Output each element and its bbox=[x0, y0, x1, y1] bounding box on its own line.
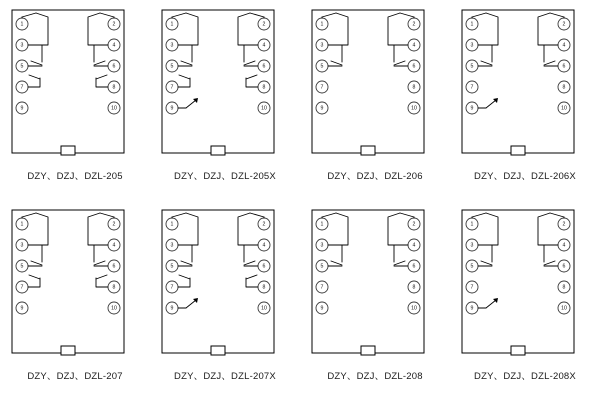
diagram-cell bbox=[150, 0, 300, 200]
terminal-right-10 bbox=[108, 302, 120, 314]
bottom-connector bbox=[211, 346, 225, 355]
terminal-right-10 bbox=[408, 102, 420, 114]
diagram-dzl-207 bbox=[0, 204, 150, 364]
svg-text:9: 9 bbox=[320, 105, 324, 112]
terminal-right-4 bbox=[558, 239, 570, 251]
diagram-cell bbox=[450, 0, 600, 200]
socket-outline bbox=[162, 10, 274, 153]
diagram-caption: DZY、DZJ、DZL-208 bbox=[327, 371, 423, 382]
terminal-right-4 bbox=[258, 239, 270, 251]
terminal-left-7 bbox=[166, 281, 178, 293]
svg-text:2: 2 bbox=[262, 21, 266, 28]
svg-text:5: 5 bbox=[20, 63, 24, 70]
bottom-connector bbox=[61, 146, 75, 155]
svg-text:2: 2 bbox=[562, 21, 566, 28]
terminal-left-7 bbox=[16, 281, 28, 293]
terminal-left-7 bbox=[16, 81, 28, 93]
svg-text:4: 4 bbox=[562, 42, 566, 49]
svg-text:5: 5 bbox=[470, 263, 474, 270]
svg-text:9: 9 bbox=[20, 305, 24, 312]
svg-text:8: 8 bbox=[562, 284, 566, 291]
diagram-caption: DZY、DZJ、DZL-206 bbox=[327, 171, 423, 182]
diagram-dzl-208x bbox=[450, 204, 600, 364]
terminal-left-9 bbox=[466, 302, 478, 314]
svg-text:1: 1 bbox=[170, 21, 174, 28]
terminal-right-6 bbox=[558, 260, 570, 272]
svg-text:9: 9 bbox=[170, 105, 174, 112]
bottom-connector bbox=[211, 146, 225, 155]
svg-text:4: 4 bbox=[262, 242, 266, 249]
terminal-left-3 bbox=[16, 239, 28, 251]
svg-text:3: 3 bbox=[320, 242, 324, 249]
svg-text:5: 5 bbox=[20, 263, 24, 270]
terminal-right-8 bbox=[108, 281, 120, 293]
svg-text:1: 1 bbox=[470, 21, 474, 28]
terminal-right-8 bbox=[258, 281, 270, 293]
terminal-right-8 bbox=[258, 81, 270, 93]
svg-text:2: 2 bbox=[562, 221, 566, 228]
svg-text:2: 2 bbox=[412, 221, 416, 228]
bottom-connector bbox=[361, 346, 375, 355]
relay-wiring-diagram bbox=[150, 204, 300, 364]
svg-text:6: 6 bbox=[412, 63, 416, 70]
terminal-right-2 bbox=[108, 218, 120, 230]
terminal-left-5 bbox=[166, 260, 178, 272]
terminal-right-2 bbox=[108, 18, 120, 30]
svg-text:10: 10 bbox=[111, 305, 117, 312]
terminal-right-4 bbox=[108, 39, 120, 51]
terminal-left-3 bbox=[466, 239, 478, 251]
svg-text:1: 1 bbox=[320, 221, 324, 228]
terminal-left-7 bbox=[466, 281, 478, 293]
diagram-cell bbox=[150, 200, 300, 400]
svg-text:2: 2 bbox=[112, 21, 116, 28]
terminal-right-4 bbox=[558, 39, 570, 51]
diagram-cell bbox=[0, 0, 150, 200]
svg-text:6: 6 bbox=[412, 263, 416, 270]
svg-text:7: 7 bbox=[470, 284, 474, 291]
terminal-right-6 bbox=[558, 60, 570, 72]
terminal-right-2 bbox=[258, 218, 270, 230]
svg-text:1: 1 bbox=[20, 21, 24, 28]
relay-wiring-diagram bbox=[450, 204, 600, 364]
svg-text:4: 4 bbox=[112, 42, 116, 49]
socket-outline bbox=[12, 210, 124, 353]
svg-text:3: 3 bbox=[470, 42, 474, 49]
terminal-right-2 bbox=[258, 18, 270, 30]
svg-text:8: 8 bbox=[412, 84, 416, 91]
diagram-dzl-207x bbox=[150, 204, 300, 364]
terminal-left-1 bbox=[466, 218, 478, 230]
terminal-right-6 bbox=[108, 260, 120, 272]
terminal-left-1 bbox=[166, 18, 178, 30]
terminal-right-8 bbox=[558, 81, 570, 93]
svg-text:1: 1 bbox=[470, 221, 474, 228]
terminal-right-6 bbox=[258, 260, 270, 272]
diagram-dzl-206 bbox=[300, 4, 450, 164]
terminal-left-9 bbox=[316, 102, 328, 114]
terminal-right-10 bbox=[258, 302, 270, 314]
terminal-left-9 bbox=[466, 102, 478, 114]
svg-text:5: 5 bbox=[170, 63, 174, 70]
diagram-dzl-205x bbox=[150, 4, 300, 164]
svg-text:8: 8 bbox=[412, 284, 416, 291]
terminal-left-7 bbox=[166, 81, 178, 93]
diagram-caption: DZY、DZJ、DZL-206X bbox=[474, 171, 576, 182]
terminal-right-10 bbox=[558, 102, 570, 114]
svg-text:1: 1 bbox=[320, 21, 324, 28]
svg-text:2: 2 bbox=[112, 221, 116, 228]
terminal-left-1 bbox=[316, 18, 328, 30]
socket-outline bbox=[462, 210, 574, 353]
svg-text:7: 7 bbox=[170, 84, 174, 91]
bottom-connector bbox=[511, 146, 525, 155]
terminal-left-9 bbox=[16, 302, 28, 314]
terminal-left-9 bbox=[16, 102, 28, 114]
socket-outline bbox=[12, 10, 124, 153]
terminal-left-9 bbox=[166, 102, 178, 114]
terminal-left-3 bbox=[166, 239, 178, 251]
terminal-left-1 bbox=[466, 18, 478, 30]
svg-text:7: 7 bbox=[20, 84, 24, 91]
svg-text:10: 10 bbox=[261, 105, 267, 112]
terminal-right-4 bbox=[108, 239, 120, 251]
bottom-connector bbox=[511, 346, 525, 355]
terminal-left-1 bbox=[16, 18, 28, 30]
svg-text:2: 2 bbox=[412, 21, 416, 28]
svg-text:9: 9 bbox=[20, 105, 24, 112]
diagram-cell bbox=[300, 200, 450, 400]
bottom-connector bbox=[361, 146, 375, 155]
svg-text:4: 4 bbox=[112, 242, 116, 249]
relay-wiring-diagram bbox=[0, 204, 150, 364]
diagram-cell bbox=[0, 200, 150, 400]
diagram-caption: DZY、DZJ、DZL-207 bbox=[27, 371, 123, 382]
svg-text:3: 3 bbox=[170, 42, 174, 49]
svg-text:8: 8 bbox=[262, 84, 266, 91]
svg-text:10: 10 bbox=[411, 105, 417, 112]
terminal-left-9 bbox=[316, 302, 328, 314]
svg-text:5: 5 bbox=[170, 263, 174, 270]
terminal-right-10 bbox=[558, 302, 570, 314]
svg-text:7: 7 bbox=[320, 84, 324, 91]
svg-text:6: 6 bbox=[562, 63, 566, 70]
terminal-left-5 bbox=[166, 60, 178, 72]
svg-text:7: 7 bbox=[470, 84, 474, 91]
terminal-left-1 bbox=[16, 218, 28, 230]
relay-wiring-diagram bbox=[300, 4, 450, 164]
terminal-right-4 bbox=[408, 239, 420, 251]
svg-text:7: 7 bbox=[170, 284, 174, 291]
diagram-dzl-205 bbox=[0, 4, 150, 164]
diagram-caption: DZY、DZJ、DZL-207X bbox=[174, 371, 276, 382]
svg-text:9: 9 bbox=[170, 305, 174, 312]
terminal-right-2 bbox=[408, 18, 420, 30]
relay-wiring-diagram bbox=[450, 4, 600, 164]
svg-text:3: 3 bbox=[170, 242, 174, 249]
svg-text:5: 5 bbox=[470, 63, 474, 70]
bottom-connector bbox=[61, 346, 75, 355]
svg-text:10: 10 bbox=[261, 305, 267, 312]
svg-text:4: 4 bbox=[262, 42, 266, 49]
terminal-left-1 bbox=[316, 218, 328, 230]
terminal-right-10 bbox=[408, 302, 420, 314]
svg-text:6: 6 bbox=[562, 263, 566, 270]
terminal-left-9 bbox=[166, 302, 178, 314]
svg-text:3: 3 bbox=[20, 42, 24, 49]
svg-text:6: 6 bbox=[262, 263, 266, 270]
terminal-right-8 bbox=[408, 81, 420, 93]
terminal-right-6 bbox=[108, 60, 120, 72]
svg-text:8: 8 bbox=[112, 84, 116, 91]
socket-outline bbox=[162, 210, 274, 353]
terminal-left-5 bbox=[466, 260, 478, 272]
svg-text:8: 8 bbox=[262, 284, 266, 291]
terminal-right-6 bbox=[408, 60, 420, 72]
svg-text:7: 7 bbox=[320, 284, 324, 291]
terminal-left-7 bbox=[316, 281, 328, 293]
terminal-right-8 bbox=[408, 281, 420, 293]
diagram-dzl-208 bbox=[300, 204, 450, 364]
terminal-left-7 bbox=[466, 81, 478, 93]
relay-wiring-diagram bbox=[0, 4, 150, 164]
terminal-left-3 bbox=[316, 39, 328, 51]
svg-text:10: 10 bbox=[411, 305, 417, 312]
relay-wiring-diagram bbox=[150, 4, 300, 164]
svg-text:3: 3 bbox=[470, 242, 474, 249]
svg-text:1: 1 bbox=[20, 221, 24, 228]
svg-text:5: 5 bbox=[320, 263, 324, 270]
svg-text:1: 1 bbox=[170, 221, 174, 228]
terminal-left-3 bbox=[16, 39, 28, 51]
svg-text:10: 10 bbox=[561, 305, 567, 312]
terminal-right-8 bbox=[108, 81, 120, 93]
diagram-dzl-206x bbox=[450, 4, 600, 164]
socket-outline bbox=[312, 210, 424, 353]
diagram-caption: DZY、DZJ、DZL-208X bbox=[474, 371, 576, 382]
terminal-left-5 bbox=[316, 60, 328, 72]
svg-text:9: 9 bbox=[470, 305, 474, 312]
svg-text:3: 3 bbox=[20, 242, 24, 249]
svg-text:3: 3 bbox=[320, 42, 324, 49]
svg-text:9: 9 bbox=[320, 305, 324, 312]
socket-outline bbox=[312, 10, 424, 153]
svg-text:2: 2 bbox=[262, 221, 266, 228]
terminal-left-3 bbox=[166, 39, 178, 51]
svg-text:4: 4 bbox=[562, 242, 566, 249]
socket-outline bbox=[462, 10, 574, 153]
diagram-caption: DZY、DZJ、DZL-205X bbox=[174, 171, 276, 182]
svg-text:10: 10 bbox=[561, 105, 567, 112]
terminal-left-5 bbox=[466, 60, 478, 72]
svg-text:7: 7 bbox=[20, 284, 24, 291]
svg-text:6: 6 bbox=[112, 63, 116, 70]
relay-wiring-diagram bbox=[300, 204, 450, 364]
svg-text:5: 5 bbox=[320, 63, 324, 70]
svg-text:6: 6 bbox=[262, 63, 266, 70]
terminal-left-3 bbox=[466, 39, 478, 51]
terminal-left-1 bbox=[166, 218, 178, 230]
svg-text:10: 10 bbox=[111, 105, 117, 112]
terminal-right-2 bbox=[558, 18, 570, 30]
terminal-left-5 bbox=[16, 260, 28, 272]
terminal-right-10 bbox=[108, 102, 120, 114]
diagram-caption: DZY、DZJ、DZL-205 bbox=[27, 171, 123, 182]
svg-text:6: 6 bbox=[112, 263, 116, 270]
terminal-right-6 bbox=[408, 260, 420, 272]
diagram-cell bbox=[450, 200, 600, 400]
terminal-left-5 bbox=[316, 260, 328, 272]
svg-text:9: 9 bbox=[470, 105, 474, 112]
svg-text:8: 8 bbox=[562, 84, 566, 91]
terminal-right-2 bbox=[558, 218, 570, 230]
svg-text:4: 4 bbox=[412, 42, 416, 49]
terminal-left-3 bbox=[316, 239, 328, 251]
terminal-right-6 bbox=[258, 60, 270, 72]
diagram-cell bbox=[300, 0, 450, 200]
svg-text:4: 4 bbox=[412, 242, 416, 249]
terminal-right-2 bbox=[408, 218, 420, 230]
terminal-left-7 bbox=[316, 81, 328, 93]
terminal-right-10 bbox=[258, 102, 270, 114]
svg-text:8: 8 bbox=[112, 284, 116, 291]
terminal-right-4 bbox=[408, 39, 420, 51]
terminal-right-8 bbox=[558, 281, 570, 293]
terminal-right-4 bbox=[258, 39, 270, 51]
terminal-left-5 bbox=[16, 60, 28, 72]
